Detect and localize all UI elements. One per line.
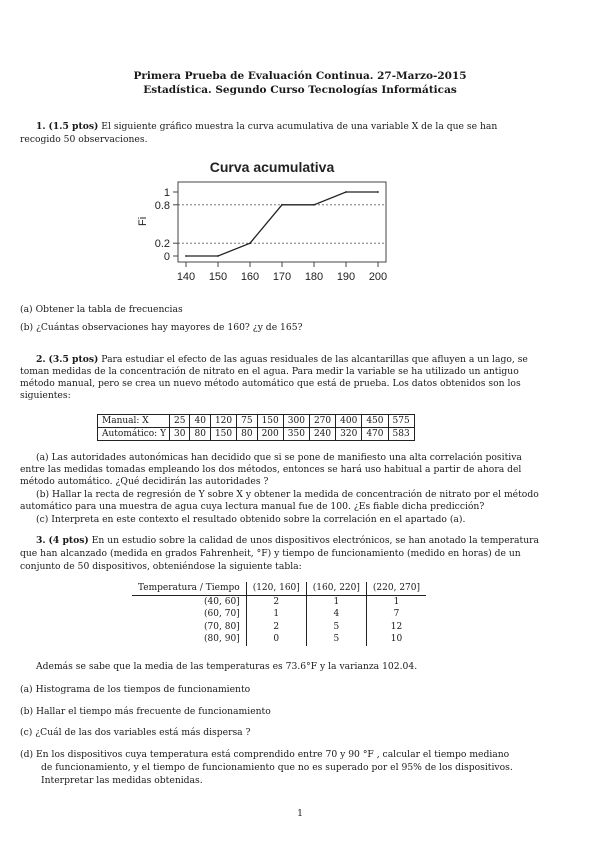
table-cell: 400 [336,415,362,428]
exam-title: Primera Prueba de Evaluación Continua. 27-Marzo-2015 [133,70,467,82]
cumulative-line [186,192,378,256]
q3-part-c: (c) ¿Cuál de las dos variables está más dispersa ? [20,727,251,738]
table-cell: 5 [306,621,366,634]
q2-points: (3.5 ptos) [48,354,99,365]
q3-line3: conjunto de 50 dispositivos, obteniéndose la siguiente tabla: [20,561,302,572]
auto-row [98,428,415,441]
table-cell: 583 [388,428,414,441]
table-corner-label: Temperatura / Tiempo [132,582,246,595]
q2-number: 2. [36,354,46,365]
y-tick-label: 0.8 [154,199,170,212]
table-cell: 80 [237,428,257,441]
table-cell: 0 [246,633,306,646]
q2-part-b-1: (b) Hallar la recta de regresión de Y sobre X y obtener la medida de concentración de nitrato por el método [36,489,539,500]
x-tick-label: 190 [336,271,356,283]
chart-plot-frame [178,182,386,262]
chart-ylabel: Fi [137,216,149,226]
q3-part-d-2: de funcionamiento, y el tiempo de funcionamiento que no es superado por el 95% de los dispositivos. [41,762,513,773]
table-row [132,595,426,608]
data-point [377,191,379,193]
table-cell: 270 [309,415,335,428]
x-tick-label: 170 [272,271,292,283]
q1-part-b: (b) ¿Cuántas observaciones hay mayores de 160? ¿y de 165? [20,322,303,333]
nitrate-data-table [97,414,415,441]
q2-part-b-2: automático para una muestra de agua cuya lectura manual fue de 100. ¿Es fiable dicha predicción? [20,501,485,512]
q2-line3: método manual, pero se crea un nuevo método automático que está de prueba. Los datos obtenidos son los [20,378,521,389]
table-cell: 575 [388,415,414,428]
q2-part-c: (c) Interpreta en este contexto el resultado obtenido sobre la correlación en el apartado (a). [36,514,466,525]
q2-line1: Para estudiar el efecto de las aguas residuales de las alcantarillas que afluyen a un lago, se [101,354,528,365]
q2-line2: toman medidas de la concentración de nitrato en el agua. Para medir la variable se ha utilizado un antiguo [20,366,519,377]
q1-number: 1. [36,121,46,132]
q3-statement [36,535,596,548]
q3-part-a: (a) Histograma de los tiempos de funcionamiento [20,684,251,695]
q3-number: 3. [36,535,46,546]
x-tick-label: 200 [368,271,388,283]
q1-points: (1.5 ptos) [48,121,99,132]
q1-part-a: (a) Obtener la tabla de frecuencias [20,304,183,315]
table-row [132,621,426,634]
x-tick-label: 180 [304,271,324,283]
row-label: (70, 80] [132,621,246,634]
x-tick-label: 150 [208,271,228,283]
q1-text-a: El siguiente gráfico muestra la curva acumulativa de una variable X de la que se han [101,121,498,132]
table-cell: 5 [306,633,366,646]
table-cell: 7 [393,609,400,620]
table-row [132,608,426,621]
data-point [313,204,315,206]
q1-statement [36,121,576,134]
table-cell: 450 [362,415,388,428]
table-cell: 12 [390,621,403,632]
q3-line1: En un estudio sobre la calidad de unos dispositivos electrónicos, se han anotado la temperatura [91,535,539,546]
page-number: 1 [297,808,303,819]
table-cell: 150 [210,428,236,441]
table-cell: 1 [306,595,366,608]
table-cell: 300 [283,415,309,428]
auto-label: Automático: Y [98,428,170,441]
cumulative-curve-chart [100,150,420,290]
table-cell: 2 [246,621,306,634]
q3-part-d-1: (d) En los dispositivos cuya temperatura está comprendido entre 70 y 90 °F , calcular el tiempo mediano [20,749,510,760]
manual-label: Manual: X [98,415,170,428]
table-cell: 25 [170,415,190,428]
table-row [132,633,426,646]
table-cell: 80 [190,428,210,441]
q3-part-d-3: Interpretar las medidas obtenidas. [41,775,203,786]
y-tick-label: 1 [163,187,170,199]
q3-points: (4 ptos) [48,535,89,546]
table-cell: 30 [170,428,190,441]
table-cell: 470 [362,428,388,441]
q2-part-a-2: entre las medidas tomadas empleando los dos métodos, entonces se hará uso habitual a partir de ahora del [20,464,522,475]
table-cell: 200 [257,428,283,441]
table-cell: 10 [390,634,403,645]
x-tick-label: 160 [240,271,260,283]
row-label: (40, 60] [132,595,246,608]
q3-part-b: (b) Hallar el tiempo más frecuente de funcionamiento [20,706,271,717]
chart-title: Curva acumulativa [209,159,335,175]
data-point [185,255,187,257]
table-cell: 350 [283,428,309,441]
row-label: (60, 70] [132,608,246,621]
column-header: (160, 220] [306,582,366,595]
data-point [217,255,219,257]
data-point [249,242,251,244]
table-cell: 320 [336,428,362,441]
q3-line2: que han alcanzado (medida en grados Fahrenheit, °F) y tiempo de funcionamiento (medido en horas) de un [20,548,521,559]
q2-statement [36,354,596,367]
table-cell: 1 [393,596,400,607]
course-title: Estadística. Segundo Curso Tecnologías Informáticas [143,84,457,96]
table-cell: 40 [190,415,210,428]
column-header: (220, 270] [366,582,426,595]
data-point [281,204,283,206]
q1-text-b: recogido 50 observaciones. [20,134,148,145]
table-cell: 1 [246,608,306,621]
row-label: (80, 90] [132,633,246,646]
q3-note: Además se sabe que la media de las temperaturas es 73.6°F y la varianza 102.04. [36,661,418,672]
y-tick-label: 0.2 [154,238,170,251]
q2-part-a-1: (a) Las autoridades autonómicas han decidido que si se pone de manifiesto una alta correlación positiva [36,452,522,463]
table-cell: 120 [210,415,236,428]
table-cell: 75 [237,415,257,428]
data-point [345,191,347,193]
column-header: (120, 160] [246,582,306,595]
q2-part-a-3: método automático. ¿Qué decidirán las autoridades ? [20,476,269,487]
x-tick-label: 140 [176,271,196,283]
table-cell: 240 [309,428,335,441]
table-cell: 4 [306,608,366,621]
y-tick-label: 0 [163,251,170,263]
table-cell: 150 [257,415,283,428]
table-cell: 2 [246,595,306,608]
q2-line4: siguientes: [20,390,71,401]
table-header-row [132,582,426,595]
temperature-time-table [132,582,426,646]
manual-row [98,415,415,428]
